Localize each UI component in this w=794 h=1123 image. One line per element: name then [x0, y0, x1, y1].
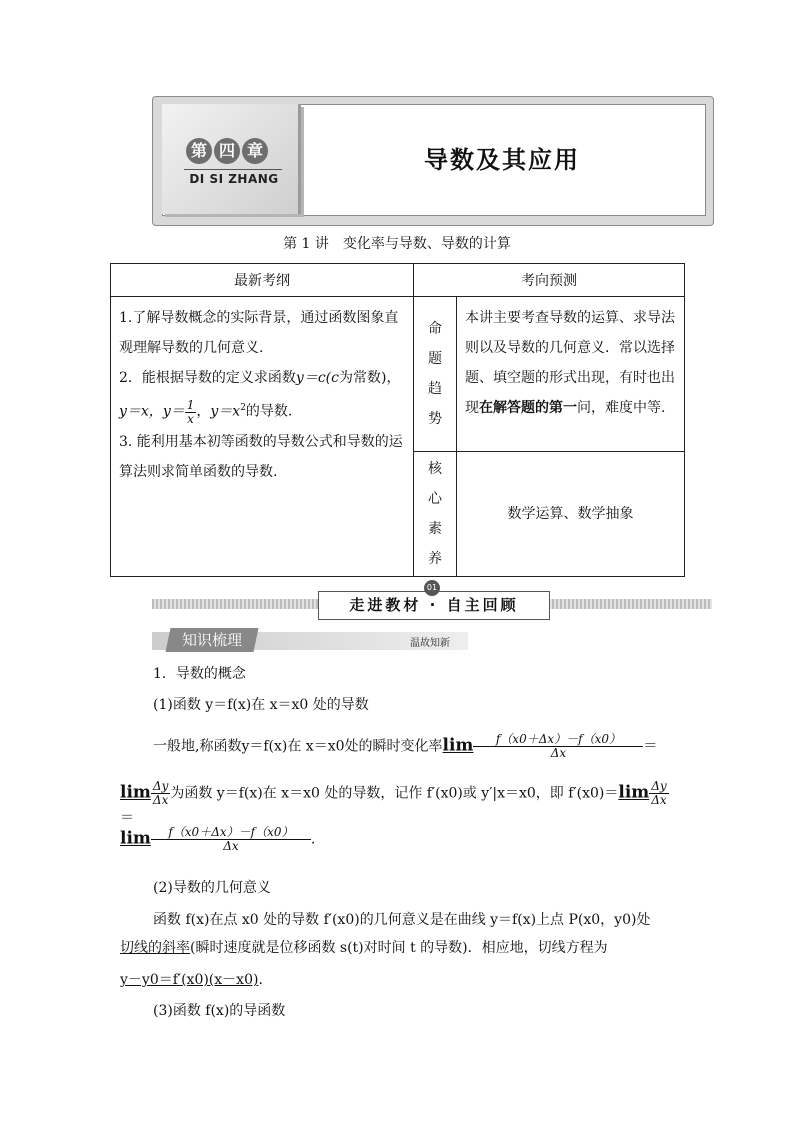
subsection-tag-label: 知识梳理 [181, 631, 242, 649]
fraction-denominator: Δx [651, 793, 667, 807]
answer-slope: 切线的斜率 [120, 940, 190, 956]
limit-symbol: lim [120, 828, 151, 849]
paragraph-notation [120, 780, 680, 829]
equals: ＝ [643, 738, 658, 755]
paragraph-geometric-1: 函数 f(x)在点 x0 处的导数 f′(x0)的几何意义是在曲线 y＝f(x)上点 P(x0，y0)处 [153, 912, 651, 928]
literacy-cell: 数学运算、数学抽象 [457, 452, 685, 577]
outline-text: 2．能根据导数的定义求函数 [119, 370, 296, 387]
subsection-tag [165, 628, 258, 652]
paragraph-geometric-2 [120, 937, 695, 959]
fraction-numerator: Δy [651, 779, 667, 793]
definition-text: 一般地,称函数y＝f(x)在 x＝x0处的瞬时变化率 [153, 738, 443, 755]
section-number: 01 [424, 580, 440, 596]
subsection-note: 温故知新 [410, 638, 450, 649]
outline-text: 为常数)， [338, 370, 401, 387]
notation-text: 为函数 y＝f(x)在 x＝x0 处的导数，记作 f′(x0)或 y′|x＝x0，即 f′(x0)＝ [170, 785, 619, 802]
chapter-char: 四 [214, 138, 240, 164]
outline-item-1: 1.了解导数概念的实际背景，通过函数图象直观理解导数的几何意义. [119, 310, 399, 357]
fraction-numerator: f（x0＋Δx）－f（x0） [151, 826, 311, 840]
lesson-title: 第 1 讲 变化率与导数、导数的计算 [283, 236, 511, 252]
section-title: 走进教材 · 自主回顾 [318, 591, 550, 620]
outline-math: y＝ [162, 404, 185, 421]
fraction [649, 780, 668, 807]
equals: ＝ [120, 810, 134, 826]
answer-tangent-equation: y－y0＝f′(x0)(x－x0) [120, 972, 259, 988]
fraction-denominator: x [187, 411, 194, 426]
fraction [473, 733, 643, 760]
fraction [151, 780, 170, 807]
heading-derivative-function: (3)函数 f(x)的导函数 [153, 1003, 286, 1019]
table-header-row [111, 264, 685, 297]
outline-math: y＝x， [119, 404, 163, 421]
fraction-numerator: Δy [152, 779, 169, 793]
paragraph-definition [153, 733, 713, 760]
heading-derivative-concept: 1．导数的概念 [153, 666, 246, 682]
syllabus-table [110, 263, 685, 577]
outline-math: y＝c(c [295, 370, 339, 387]
fraction-denominator: Δx [152, 793, 169, 807]
period: . [258, 972, 263, 988]
chapter-title: 导数及其应用 [424, 146, 580, 174]
outline-item-2 [119, 363, 405, 427]
outline-item-3: 3. 能利用基本初等函数的导数公式和导数的运算法则求简单函数的导数. [119, 434, 403, 481]
paragraph-limit-expression [120, 826, 315, 853]
trend-bold: 在解答题的第一 [479, 400, 577, 417]
header-latest-outline: 最新考纲 [111, 264, 414, 297]
label-text: 核心素养 [428, 461, 442, 568]
chapter-number [186, 138, 268, 164]
label-text: 命题趋势 [428, 321, 442, 428]
fraction-numerator: 1 [186, 397, 195, 412]
label-trend [414, 297, 457, 452]
header-forecast: 考向预测 [414, 264, 685, 297]
outline-text: 的导数. [245, 404, 293, 421]
outline-text: ， [196, 404, 211, 421]
limit-symbol: lim [120, 782, 151, 803]
chapter-pinyin: DI SI ZHANG [189, 172, 279, 186]
heading-derivative-at-point: (1)函数 y＝f(x)在 x＝x0 处的导数 [153, 697, 369, 713]
heading-geometric-meaning: (2)导数的几何意义 [153, 880, 271, 896]
fraction [151, 826, 311, 853]
chapter-divider [184, 169, 282, 170]
chapter-char: 章 [242, 138, 268, 164]
geometric-text: (瞬时速度就是位移函数 s(t)对时间 t 的导数)．相应地，切线方程为 [190, 940, 608, 956]
paragraph-tangent-equation [120, 969, 263, 991]
label-literacy [414, 452, 457, 577]
limit-symbol: lim [618, 782, 650, 803]
trend-cell [457, 297, 685, 452]
period: . [310, 831, 316, 848]
outline-cell [111, 297, 414, 577]
fraction-denominator: Δx [550, 746, 567, 760]
outline-math: y＝x [210, 404, 241, 421]
fraction-denominator: Δx [223, 839, 239, 853]
limit-symbol: lim [442, 735, 474, 756]
exponent: 2 [240, 403, 246, 414]
fraction-numerator: f（x0＋Δx）－f（x0） [473, 733, 643, 747]
table-row [111, 297, 685, 452]
fraction [185, 399, 197, 426]
trend-text: 问，难度中等. [577, 400, 666, 417]
chapter-char: 第 [186, 138, 212, 164]
trend-text: 本讲主要考查导数的运算、求导法则以及导数的几何意义．常以选择题、填空题的形式出现，有时也出现 [465, 310, 675, 417]
